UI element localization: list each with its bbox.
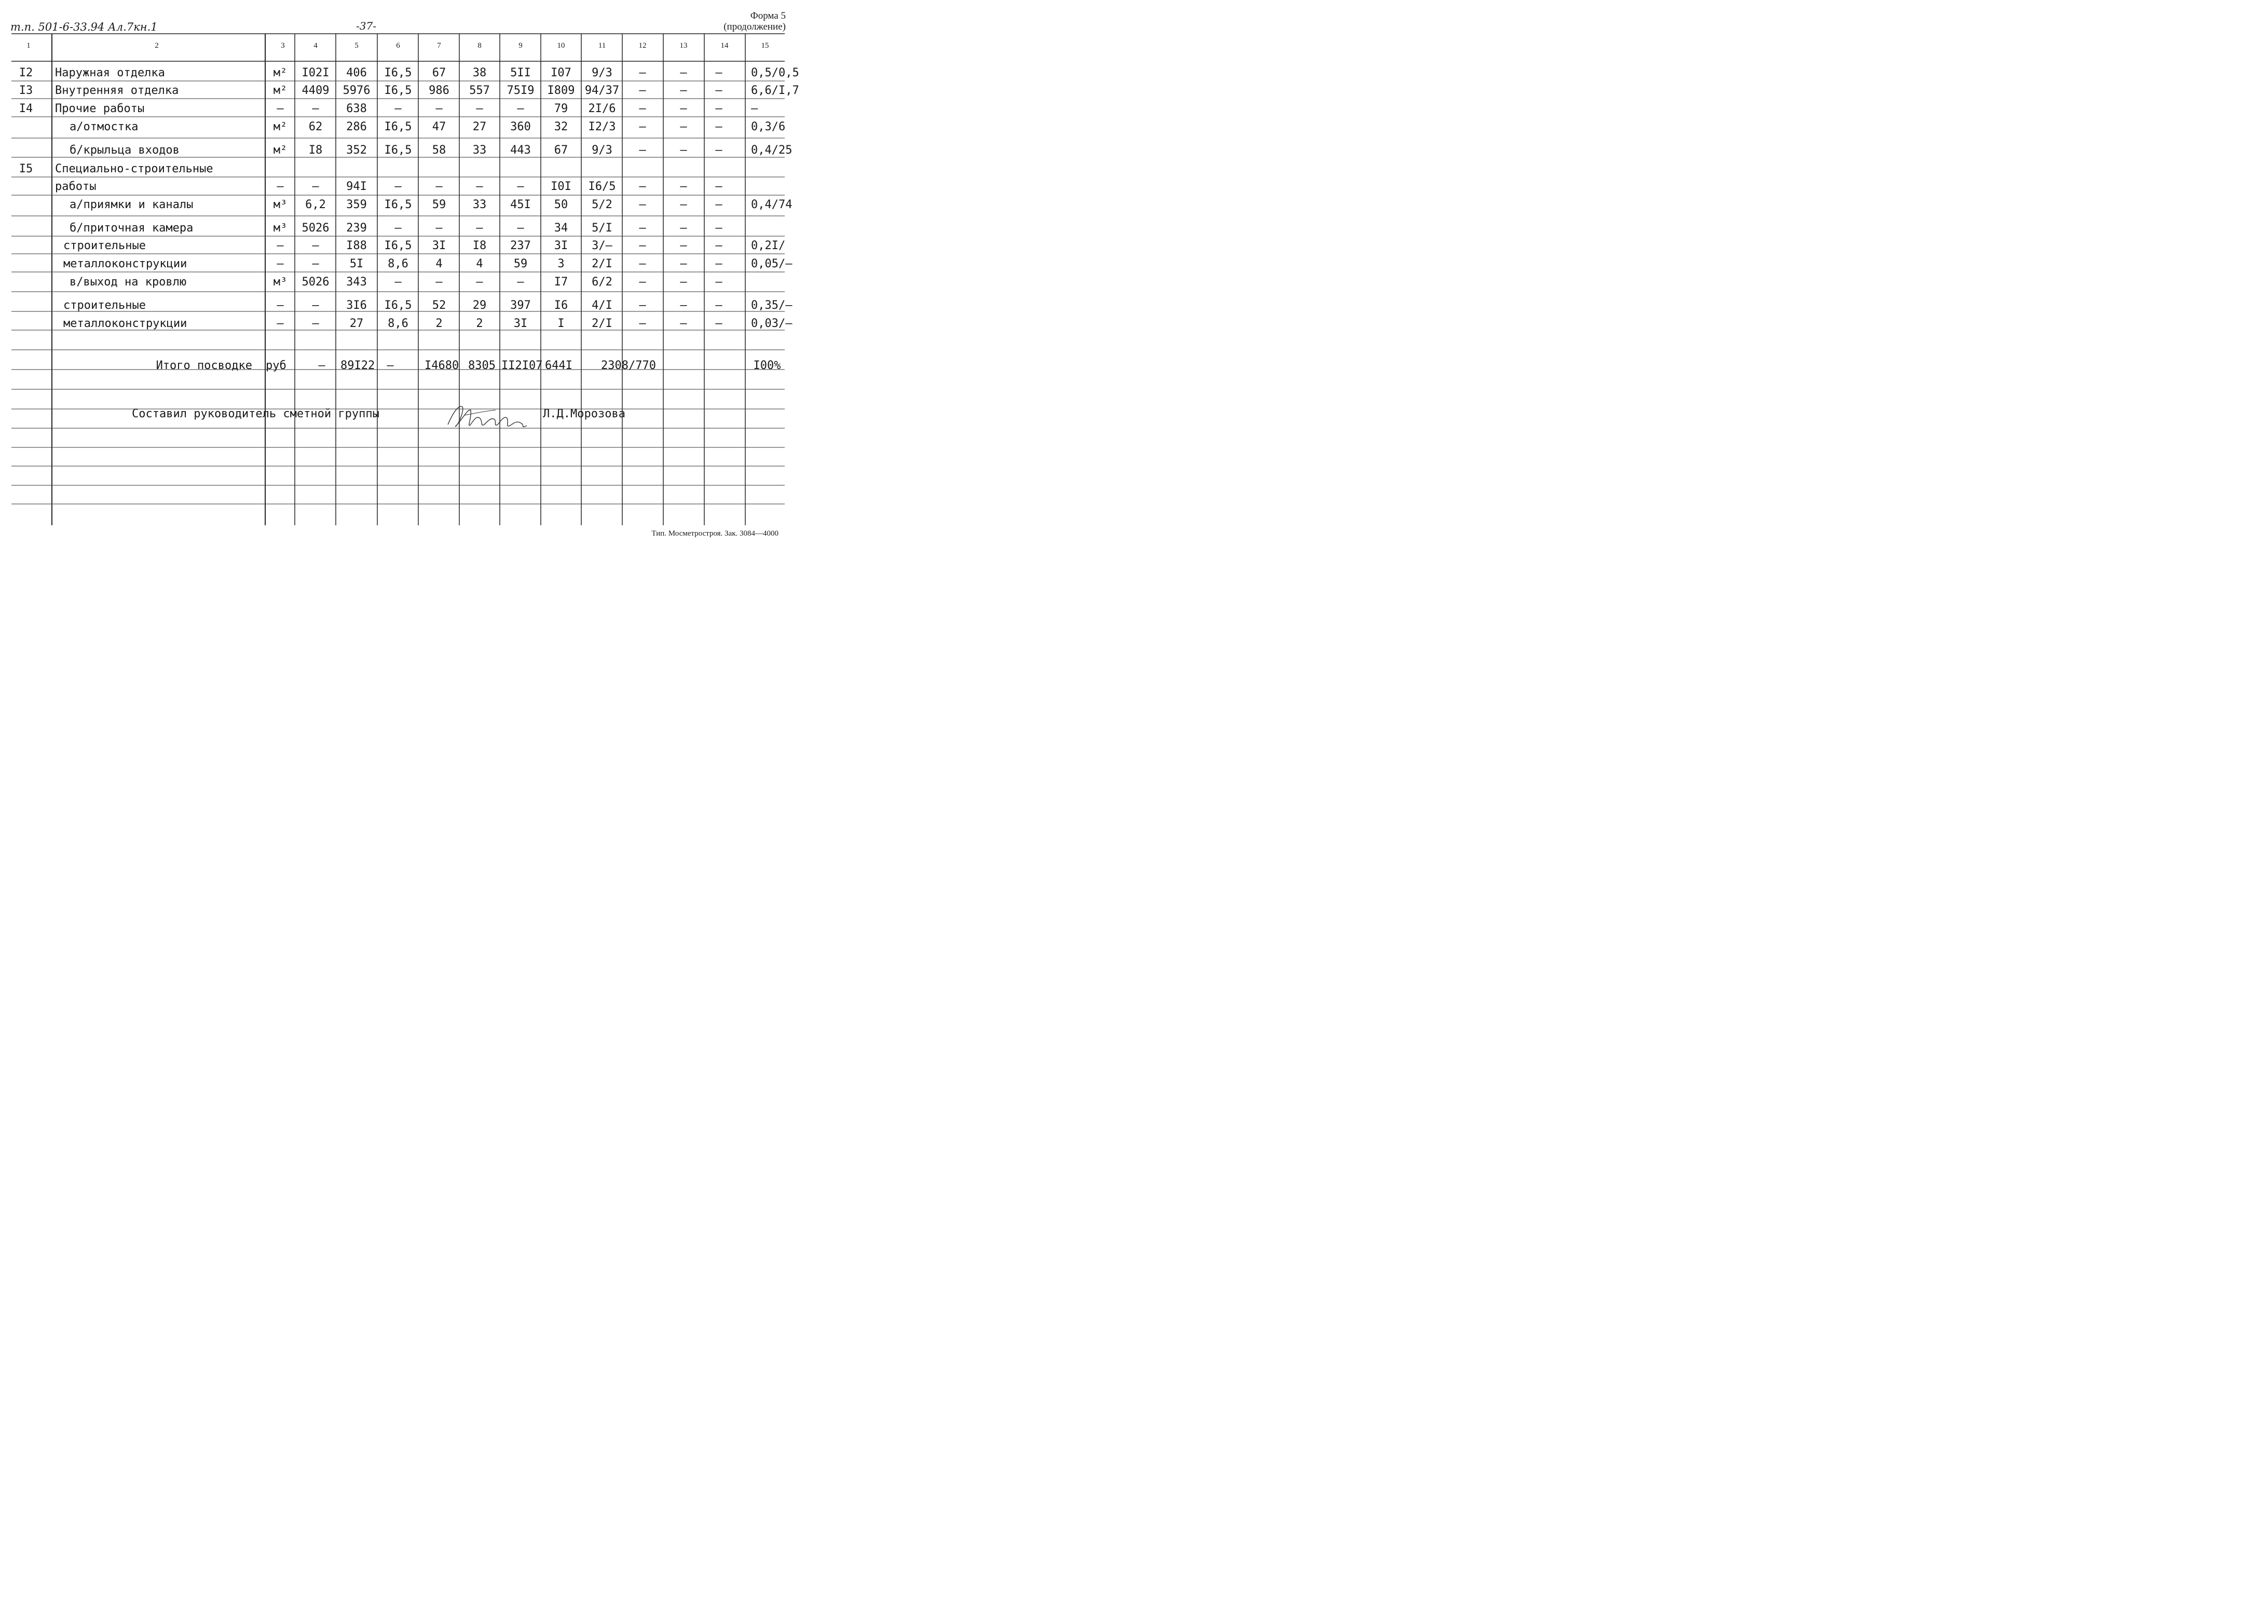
row-c5: 406 (346, 66, 367, 79)
row-c13: – (680, 257, 687, 270)
row-unit: – (277, 299, 284, 312)
row-c8: 38 (472, 66, 487, 79)
row-name: в/выход на кровлю (70, 276, 187, 289)
row-c4: – (312, 257, 319, 270)
row-c14: – (715, 239, 722, 252)
row-c5: 5976 (343, 84, 371, 97)
row-name: строительные (63, 299, 146, 312)
row-c9: – (517, 102, 524, 115)
total-unit: руб (266, 359, 286, 372)
row-unit: – (277, 257, 284, 270)
row-c12: – (639, 102, 646, 115)
row-name: Прочие работы (55, 102, 145, 115)
row-c15: 0,4/74 (751, 198, 793, 211)
row-c12: – (639, 317, 646, 330)
row-c13: – (680, 102, 687, 115)
row-c7: 59 (432, 198, 446, 211)
row-c5: 286 (346, 120, 367, 133)
row-c13: – (680, 222, 687, 235)
total-c11: 2308/770 (601, 359, 656, 372)
row-c10: I0I (551, 180, 571, 193)
row-c8: – (476, 180, 483, 193)
row-c13: – (680, 84, 687, 97)
row-c14: – (715, 198, 722, 211)
row-c8: – (476, 276, 483, 289)
row-name: б/приточная камера (70, 222, 194, 235)
row-c11: 3/– (592, 239, 612, 252)
row-c15: 0,05/– (751, 257, 793, 270)
column-number-8: 8 (477, 42, 482, 50)
row-c7: 52 (432, 299, 446, 312)
row-name: Внутренняя отделка (55, 84, 179, 97)
row-c7: 67 (432, 66, 446, 79)
row-c6: – (394, 222, 402, 235)
row-c14: – (715, 222, 722, 235)
row-c15: 0,3/6 (751, 120, 786, 133)
row-c10: I6 (554, 299, 568, 312)
column-number-7: 7 (437, 42, 441, 50)
row-c9: 45I (510, 198, 531, 211)
row-c10: I7 (554, 276, 568, 289)
row-c12: – (639, 276, 646, 289)
row-c9: 237 (510, 239, 531, 252)
row-c7: 3I (432, 239, 446, 252)
row-c14: – (715, 66, 722, 79)
row-c10: 50 (554, 198, 568, 211)
row-c9: 75I9 (507, 84, 535, 97)
row-c8: I8 (472, 239, 487, 252)
total-c5: 89I22 (340, 359, 375, 372)
row-c6: I6,5 (384, 239, 412, 252)
row-c6: I6,5 (384, 120, 412, 133)
row-c5: I88 (346, 239, 367, 252)
row-c5: 352 (346, 144, 367, 157)
row-c4: 5026 (302, 222, 330, 235)
row-c12: – (639, 120, 646, 133)
row-c12: – (639, 198, 646, 211)
row-c11: I2/3 (588, 120, 616, 133)
row-c9: 360 (510, 120, 531, 133)
row-c4: I02I (302, 66, 330, 79)
total-c4: – (318, 359, 325, 372)
row-c15: 6,6/I,7 (751, 84, 799, 97)
form-note: (продолжение) (723, 21, 786, 32)
row-c10: I07 (551, 66, 571, 79)
row-c13: – (680, 239, 687, 252)
row-c5: 5I (349, 257, 364, 270)
row-c14: – (715, 144, 722, 157)
row-c15: 0,2I/ (751, 239, 786, 252)
row-c13: – (680, 317, 687, 330)
row-unit: – (277, 102, 284, 115)
row-c13: – (680, 120, 687, 133)
row-c11: 2/I (592, 317, 612, 330)
row-c15: 0,4/25 (751, 144, 793, 157)
row-name: строительные (63, 239, 146, 252)
row-c14: – (715, 180, 722, 193)
row-c10: 3 (557, 257, 565, 270)
row-c4: 4409 (302, 84, 330, 97)
row-c10: 67 (554, 144, 568, 157)
row-unit: – (277, 317, 284, 330)
column-number-15: 15 (761, 42, 769, 50)
row-c5: 359 (346, 198, 367, 211)
row-c6: – (394, 276, 402, 289)
form-label: Форма 5 (750, 10, 786, 21)
document-code: т.п. 501-6-33.94 Ал.7кн.1 (10, 21, 158, 33)
row-c7: 58 (432, 144, 446, 157)
row-c14: – (715, 84, 722, 97)
row-name: б/крыльца входов (70, 144, 180, 157)
row-c9: 3I (513, 317, 528, 330)
total-c7: I4680 (425, 359, 459, 372)
row-name: а/отмостка (70, 120, 139, 133)
row-number: I3 (19, 84, 33, 97)
row-c11: 5/I (592, 222, 612, 235)
row-unit: – (277, 180, 284, 193)
row-c15: – (751, 102, 758, 115)
row-c5: 27 (349, 317, 364, 330)
row-c13: – (680, 180, 687, 193)
row-unit: м² (273, 84, 288, 97)
row-c9: 397 (510, 299, 531, 312)
row-name: работы (55, 180, 97, 193)
row-c9: – (517, 222, 524, 235)
printer-footer: Тип. Мосметростроя. Зак. 3084—4000 (651, 529, 778, 538)
column-number-12: 12 (638, 42, 647, 50)
row-c7: – (435, 222, 443, 235)
row-c8: – (476, 102, 483, 115)
row-name: а/приямки и каналы (70, 198, 194, 211)
handwritten-signature (444, 400, 537, 436)
row-c6: I6,5 (384, 144, 412, 157)
row-c14: – (715, 257, 722, 270)
row-c9: 59 (513, 257, 528, 270)
row-unit: м² (273, 120, 288, 133)
row-c7: 4 (435, 257, 443, 270)
row-c14: – (715, 120, 722, 133)
row-c11: 5/2 (592, 198, 612, 211)
row-c13: – (680, 198, 687, 211)
column-number-6: 6 (396, 42, 400, 50)
row-c4: – (312, 317, 319, 330)
row-c5: 638 (346, 102, 367, 115)
row-c7: – (435, 102, 443, 115)
row-c9: – (517, 276, 524, 289)
column-number-2: 2 (155, 42, 159, 50)
row-unit: м³ (273, 222, 288, 235)
total-c8: 8305 (468, 359, 496, 372)
row-unit: м² (273, 66, 288, 79)
row-c6: I6,5 (384, 66, 412, 79)
row-c10: 79 (554, 102, 568, 115)
row-c8: 33 (472, 198, 487, 211)
row-c9: – (517, 180, 524, 193)
row-c5: 343 (346, 276, 367, 289)
row-c6: I6,5 (384, 198, 412, 211)
row-unit: – (277, 239, 284, 252)
column-number-14: 14 (720, 42, 729, 50)
column-number-4: 4 (313, 42, 318, 50)
row-c11: 4/I (592, 299, 612, 312)
row-c7: 47 (432, 120, 446, 133)
row-c13: – (680, 299, 687, 312)
row-c5: 239 (346, 222, 367, 235)
row-c8: 4 (476, 257, 483, 270)
column-number-9: 9 (518, 42, 523, 50)
row-c6: 8,6 (388, 257, 408, 270)
row-name: металлоконструкции (63, 317, 187, 330)
row-c12: – (639, 144, 646, 157)
row-c7: 986 (429, 84, 449, 97)
row-c10: 34 (554, 222, 568, 235)
row-name: Специально-строительные (55, 162, 213, 175)
compiled-by-text: Составил руководитель сметной группы (132, 407, 379, 420)
row-name: металлоконструкции (63, 257, 187, 270)
compiler-name: Л.Д.Морозова (543, 407, 625, 420)
row-c10: I (557, 317, 565, 330)
total-c6: – (387, 359, 394, 372)
row-number: I4 (19, 102, 33, 115)
row-c6: I6,5 (384, 299, 412, 312)
row-c14: – (715, 102, 722, 115)
row-c13: – (680, 144, 687, 157)
row-c5: 94I (346, 180, 367, 193)
row-c4: – (312, 239, 319, 252)
row-c12: – (639, 84, 646, 97)
row-number: I5 (19, 162, 33, 175)
row-c8: 2 (476, 317, 483, 330)
row-c11: 2/I (592, 257, 612, 270)
row-c12: – (639, 180, 646, 193)
row-c4: I8 (308, 144, 323, 157)
column-number-3: 3 (281, 42, 285, 50)
column-number-10: 10 (557, 42, 565, 50)
row-c4: 5026 (302, 276, 330, 289)
row-c7: 2 (435, 317, 443, 330)
row-unit: м² (273, 144, 288, 157)
row-c8: 33 (472, 144, 487, 157)
row-c4: – (312, 102, 319, 115)
row-c4: – (312, 180, 319, 193)
row-c4: 62 (308, 120, 323, 133)
row-c6: – (394, 102, 402, 115)
row-c9: 443 (510, 144, 531, 157)
row-unit: м³ (273, 276, 288, 289)
row-c7: – (435, 180, 443, 193)
row-c13: – (680, 66, 687, 79)
row-c10: I809 (547, 84, 575, 97)
row-c13: – (680, 276, 687, 289)
row-c11: 6/2 (592, 276, 612, 289)
column-number-1: 1 (26, 42, 31, 50)
row-c15: 0,03/– (751, 317, 793, 330)
row-c15: 0,35/– (751, 299, 793, 312)
row-c11: 2I/6 (588, 102, 616, 115)
row-c9: 5II (510, 66, 531, 79)
total-c15: I00% (753, 359, 781, 372)
row-c11: I6/5 (588, 180, 616, 193)
row-c10: 3I (554, 239, 568, 252)
row-c14: – (715, 276, 722, 289)
row-c6: I6,5 (384, 84, 412, 97)
total-c10: 644I (545, 359, 572, 372)
column-number-11: 11 (598, 42, 606, 50)
row-c8: – (476, 222, 483, 235)
row-c14: – (715, 299, 722, 312)
row-c11: 9/3 (592, 66, 612, 79)
row-c12: – (639, 239, 646, 252)
row-number: I2 (19, 66, 33, 79)
row-c6: 8,6 (388, 317, 408, 330)
row-unit: м³ (273, 198, 288, 211)
row-c12: – (639, 257, 646, 270)
column-number-13: 13 (679, 42, 688, 50)
row-c10: 32 (554, 120, 568, 133)
row-c6: – (394, 180, 402, 193)
row-c5: 3I6 (346, 299, 367, 312)
row-c11: 94/37 (584, 84, 620, 97)
row-c4: – (312, 299, 319, 312)
row-c4: 6,2 (305, 198, 326, 211)
row-c11: 9/3 (592, 144, 612, 157)
row-c8: 29 (472, 299, 487, 312)
total-label: Итого посводке (156, 359, 252, 372)
row-c15: 0,5/0,5 (751, 66, 799, 79)
row-c7: – (435, 276, 443, 289)
page-number: -37- (356, 20, 376, 32)
total-c9: II2I07 (501, 359, 543, 372)
row-c8: 27 (472, 120, 487, 133)
row-c12: – (639, 66, 646, 79)
row-c12: – (639, 299, 646, 312)
row-c12: – (639, 222, 646, 235)
row-name: Наружная отделка (55, 66, 165, 79)
row-c8: 557 (469, 84, 490, 97)
column-number-5: 5 (354, 42, 359, 50)
row-c14: – (715, 317, 722, 330)
